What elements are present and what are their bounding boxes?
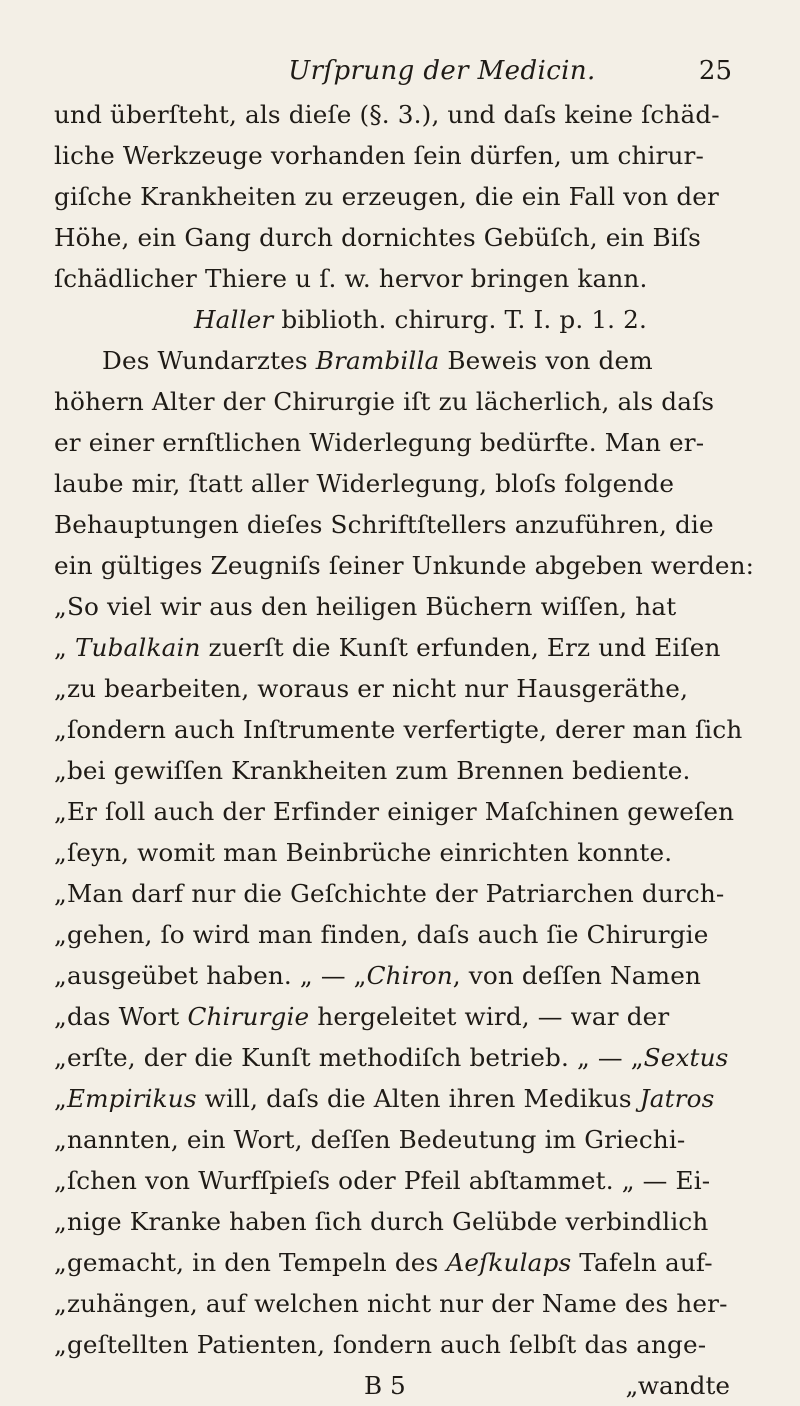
text-segment: Des Wundarztes: [102, 346, 316, 375]
text-segment: laube mir, ſtatt aller Widerlegung, bloſs folgende: [54, 469, 675, 498]
text-line: [54, 1324, 750, 1365]
page-header: [54, 56, 750, 90]
text-line: [54, 94, 750, 135]
text-segment: ein gültiges Zeugniſs ſeiner Unkunde abgeben werden:: [54, 551, 755, 580]
text-line: [54, 709, 750, 750]
text-segment: „ausgeübet haben. „ — „: [54, 961, 367, 990]
text-segment: „bei gewiſſen Krankheiten zum Brennen bediente.: [54, 756, 691, 785]
text-segment: „: [54, 633, 75, 662]
text-segment: Höhe, ein Gang durch dornichtes Gebüſch, ein Biſs: [54, 223, 701, 252]
text-segment: Behauptungen dieſes Schriftſtellers anzuführen, die: [54, 510, 714, 539]
italic-text: Chirurgie: [187, 1002, 310, 1031]
text-line: [54, 1119, 750, 1160]
text-line: [54, 627, 750, 668]
text-line: [54, 668, 750, 709]
italic-text: Empirikus: [66, 1084, 197, 1113]
italic-text: Tubalkain: [74, 633, 201, 662]
italic-text: Haller: [194, 305, 274, 334]
text-segment: „nige Kranke haben ſich durch Gelübde verbindlich: [54, 1207, 709, 1236]
body-text: [54, 94, 755, 1365]
italic-text: Brambilla: [315, 346, 440, 375]
text-line: [54, 135, 750, 176]
text-line: [54, 463, 750, 504]
text-segment: er einer ernſtlichen Widerlegung bedürfte. Man er-: [54, 428, 705, 457]
running-title: Urſprung der Medicin.: [288, 56, 596, 86]
text-line: [54, 832, 750, 873]
text-segment: „zu bearbeiten, woraus er nicht nur Hausgeräthe,: [54, 674, 689, 703]
text-line: [54, 586, 750, 627]
text-line: [54, 1037, 750, 1078]
text-segment: „Er ſoll auch der Erfinder einiger Maſchinen geweſen: [54, 797, 735, 826]
page-number: 25: [698, 56, 732, 86]
text-line: [54, 750, 750, 791]
text-segment: giſche Krankheiten zu erzeugen, die ein Fall von der: [54, 182, 720, 211]
text-segment: „nannten, ein Wort, deſſen Bedeutung im Griechi-: [54, 1125, 686, 1154]
text-segment: höhern Alter der Chirurgie iſt zu lächerlich, als daſs: [54, 387, 715, 416]
text-segment: ſchädlicher Thiere u ſ. w. hervor bringen kann.: [54, 264, 648, 293]
text-segment: zuerſt die Kunſt erfunden, Erz und Eiſen: [200, 633, 721, 662]
text-segment: Tafeln auf-: [571, 1248, 713, 1277]
text-segment: „gehen, ſo wird man finden, daſs auch ſie Chirurgie: [54, 920, 709, 949]
signature-mark: B 5: [364, 1371, 406, 1400]
text-segment: „So viel wir aus den heiligen Büchern wiſſen, hat: [54, 592, 677, 621]
text-segment: „: [54, 1084, 67, 1113]
text-line: [54, 504, 750, 545]
text-segment: „Man darf nur die Geſchichte der Patriarchen durch-: [54, 879, 725, 908]
italic-text: Sextus: [643, 1043, 729, 1072]
italic-text: Chiron: [366, 961, 453, 990]
catchword: „wandte: [625, 1371, 730, 1400]
text-segment: „erſte, der die Kunſt methodiſch betrieb. „ — „: [54, 1043, 644, 1072]
text-segment: „gemacht, in den Tempeln des: [54, 1248, 447, 1277]
text-line: [54, 791, 750, 832]
text-line: [54, 545, 755, 586]
text-segment: liche Werkzeuge vorhanden ſein dürfen, um chirur-: [54, 141, 704, 170]
text-segment: biblioth. chirurg. T. I. p. 1. 2.: [273, 305, 648, 334]
text-line: [54, 381, 750, 422]
text-line: [54, 873, 750, 914]
text-segment: hergeleitet wird, — war der: [309, 1002, 670, 1031]
text-line: [54, 1283, 750, 1324]
page-footer: [54, 1365, 750, 1406]
text-line: [54, 340, 750, 381]
text-line: [54, 217, 750, 258]
text-line: [54, 176, 750, 217]
text-line: [54, 1242, 750, 1283]
text-line: [54, 258, 750, 299]
text-segment: , von deſſen Namen: [452, 961, 702, 990]
text-segment: „zuhängen, auf welchen nicht nur der Name des her-: [54, 1289, 728, 1318]
text-line: [54, 914, 750, 955]
text-segment: „ſondern auch Inſtrumente verfertigte, derer man ſich: [54, 715, 743, 744]
text-segment: will, daſs die Alten ihren Medikus: [196, 1084, 640, 1113]
text-line: [54, 422, 750, 463]
text-line: [54, 299, 750, 340]
text-line: [54, 955, 750, 996]
text-line: [54, 1160, 750, 1201]
text-line: [54, 996, 750, 1037]
text-segment: „ſchen von Wurfſpieſs oder Pfeil abſtammet. „ — Ei-: [54, 1166, 711, 1195]
text-line: [54, 1201, 750, 1242]
text-segment: „das Wort: [54, 1002, 188, 1031]
text-segment: und überſteht, als dieſe (§. 3.), und daſs keine ſchäd-: [54, 100, 720, 129]
italic-text: Jatros: [639, 1084, 715, 1113]
text-segment: „ſeyn, womit man Beinbrüche einrichten konnte.: [54, 838, 673, 867]
italic-text: Aeſkulaps: [446, 1248, 572, 1277]
text-segment: „geſtellten Patienten, ſondern auch ſelbſt das ange-: [54, 1330, 707, 1359]
text-segment: Beweis von dem: [439, 346, 653, 375]
text-line: [54, 1078, 750, 1119]
